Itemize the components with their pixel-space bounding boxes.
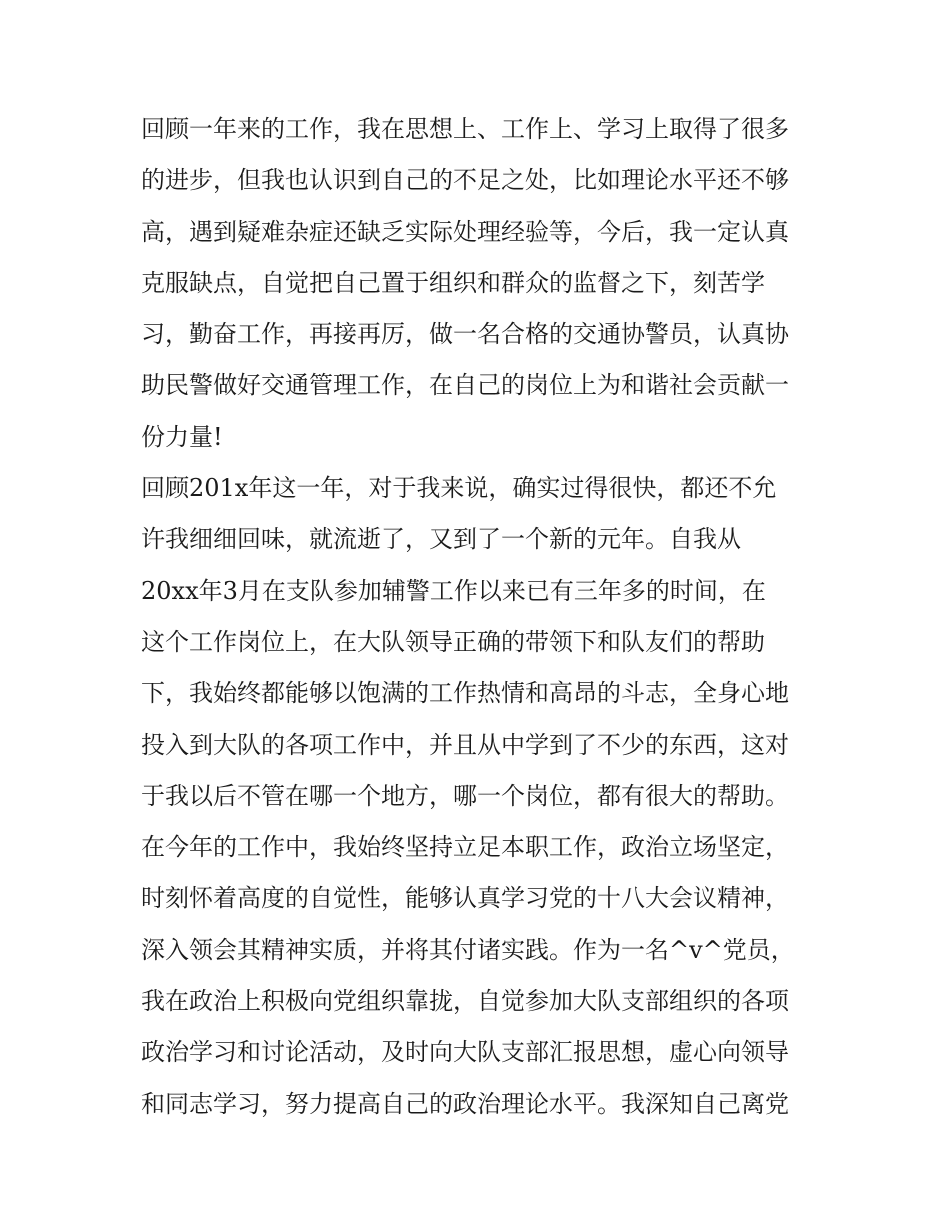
- text-line: 在今年的工作中，我始终坚持立足本职工作，政治立场坚定，: [141, 833, 789, 862]
- text-line: 我在政治上积极向党组织靠拢，自觉参加大队支部组织的各项: [141, 987, 789, 1016]
- text-line: 时刻怀着高度的自觉性，能够认真学习党的十八大会议精神，: [141, 884, 789, 913]
- text-line: 克服缺点，自觉把自己置于组织和群众的监督之下，刻苦学: [141, 268, 765, 297]
- text-line: 许我细细回味，就流逝了，又到了一个新的元年。自我从: [141, 525, 741, 554]
- text-line: 政治学习和讨论活动，及时向大队支部汇报思想，虚心向领导: [141, 1038, 789, 1067]
- text-line: 份力量!: [141, 422, 223, 451]
- text-line: 的进步，但我也认识到自己的不足之处，比如理论水平还不够: [141, 166, 789, 195]
- text-line: 20xx年3月在支队参加辅警工作以来已有三年多的时间，在: [141, 576, 766, 605]
- text-line: 于我以后不管在哪一个地方，哪一个岗位，都有很大的帮助。: [141, 781, 789, 810]
- text-line: 和同志学习，努力提高自己的政治理论水平。我深知自己离党: [141, 1089, 789, 1118]
- text-line: 投入到大队的各项工作中，并且从中学到了不少的东西，这对: [141, 730, 789, 759]
- text-line: 回顾一年来的工作，我在思想上、工作上、学习上取得了很多: [141, 115, 789, 143]
- text-line: 习，勤奋工作，再接再厉，做一名合格的交通协警员，认真协: [141, 320, 789, 349]
- text-line: 回顾201x年这一年，对于我来说，确实过得很快，都还不允: [141, 474, 777, 503]
- text-line: 这个工作岗位上，在大队领导正确的带领下和队友们的帮助: [141, 627, 765, 656]
- text-line: 下，我始终都能够以饱满的工作热情和高昂的斗志，全身心地: [141, 679, 789, 708]
- document-body: [141, 104, 821, 1130]
- text-line: 高，遇到疑难杂症还缺乏实际处理经验等，今后，我一定认真: [141, 217, 789, 246]
- text-line: 助民警做好交通管理工作，在自己的岗位上为和谐社会贡献一: [141, 371, 789, 400]
- text-line: 深入领会其精神实质，并将其付诸实践。作为一名^v^党员，: [141, 935, 795, 964]
